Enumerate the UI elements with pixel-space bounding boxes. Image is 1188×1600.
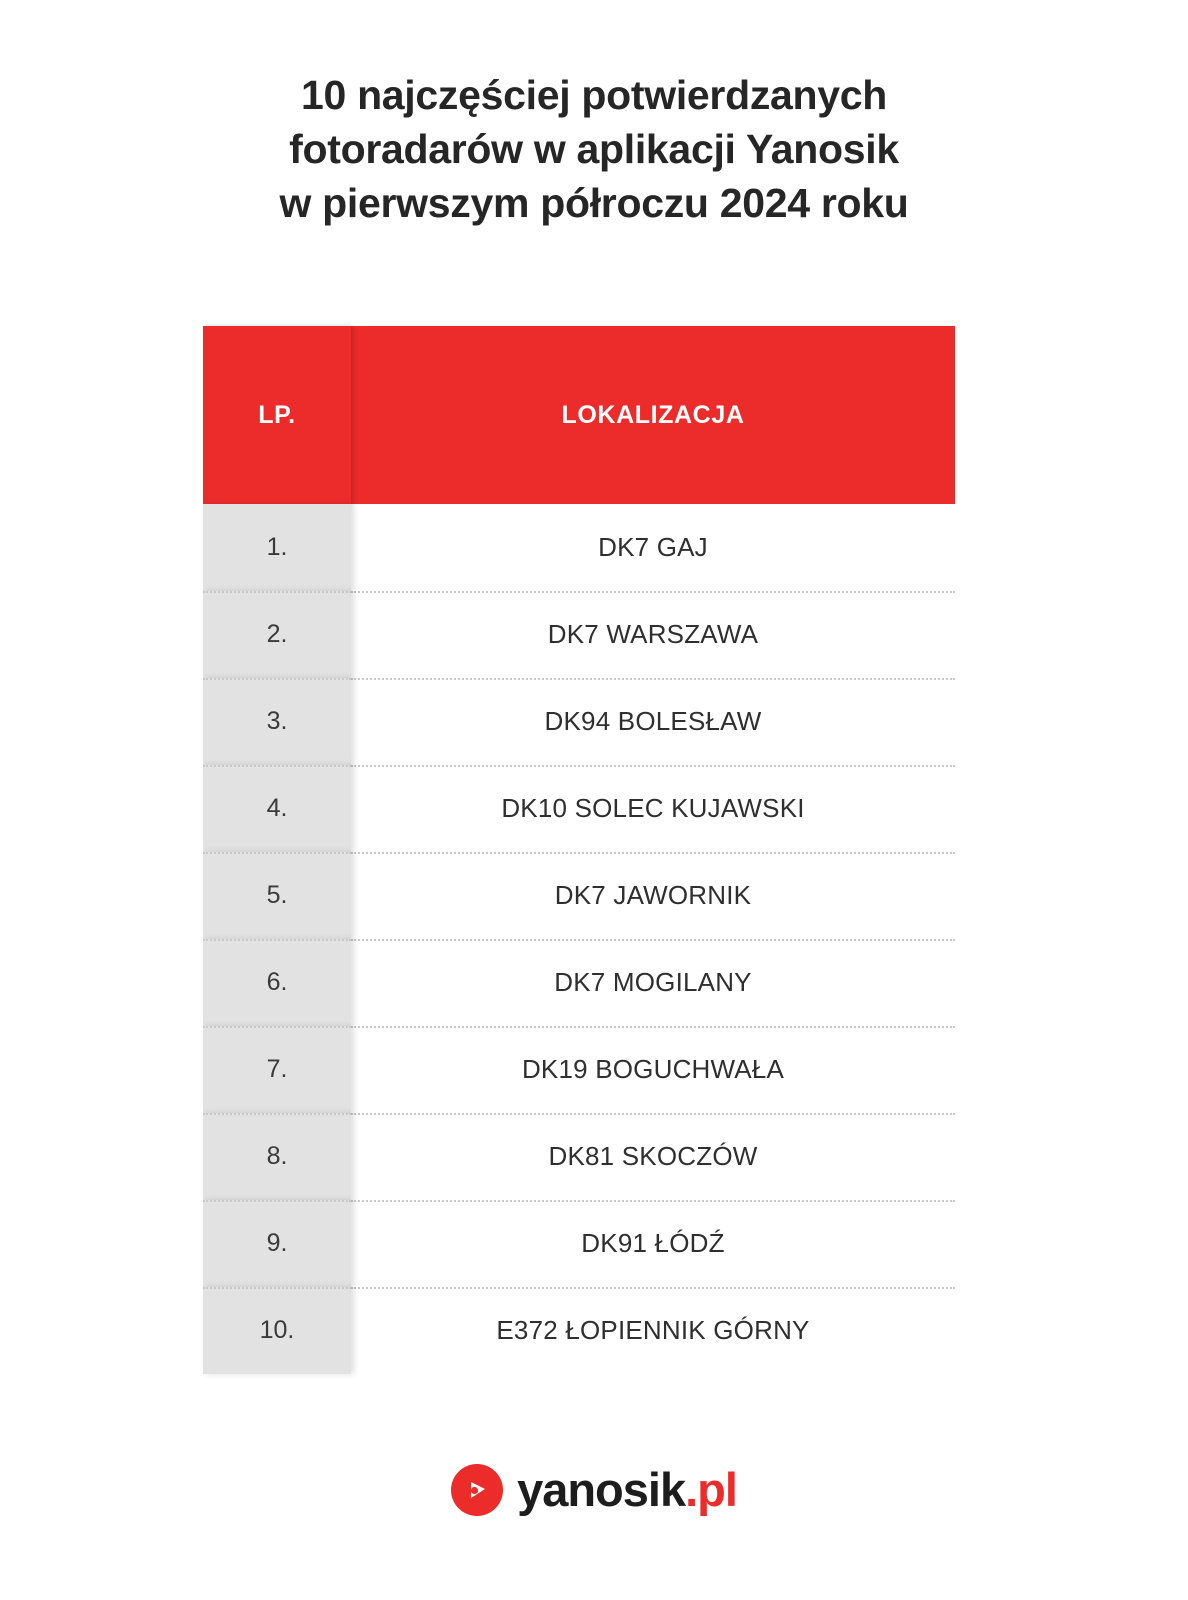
table-header-row (203, 326, 955, 504)
cell-lp: 4. (203, 765, 351, 852)
cell-lp: 8. (203, 1113, 351, 1200)
cell-location: DK7 JAWORNIK (351, 852, 955, 939)
table-row (203, 852, 955, 939)
table-row (203, 678, 955, 765)
cell-location: DK81 SKOCZÓW (351, 1113, 955, 1200)
cell-location: DK19 BOGUCHWAŁA (351, 1026, 955, 1113)
cell-location: DK94 BOLESŁAW (351, 678, 955, 765)
cell-location: DK7 MOGILANY (351, 939, 955, 1026)
brand-name: yanosik (517, 1463, 686, 1516)
cell-lp: 1. (203, 504, 351, 591)
cell-location: DK7 WARSZAWA (351, 591, 955, 678)
table-row (203, 1200, 955, 1287)
cell-location: DK10 SOLEC KUJAWSKI (351, 765, 955, 852)
table-row (203, 939, 955, 1026)
table-row (203, 1026, 955, 1113)
speed-camera-table (203, 326, 955, 1374)
cell-lp: 3. (203, 678, 351, 765)
table-row (203, 591, 955, 678)
brand-footer (0, 1462, 1188, 1517)
page-title-line-2: fotoradarów w aplikacji Yanosik (289, 126, 899, 173)
cell-location: E372 ŁOPIENNIK GÓRNY (351, 1287, 955, 1374)
cell-lp: 10. (203, 1287, 351, 1374)
cell-lp: 2. (203, 591, 351, 678)
cell-lp: 6. (203, 939, 351, 1026)
page-title-line-1: 10 najczęściej potwierdzanych (300, 72, 888, 118)
cell-lp: 7. (203, 1026, 351, 1113)
table-row (203, 1287, 955, 1374)
yanosik-arrow-icon (451, 1464, 503, 1516)
cell-lp: 5. (203, 852, 351, 939)
brand-suffix: .pl (685, 1463, 737, 1516)
brand-wordmark (517, 1462, 737, 1517)
page-title (0, 0, 1188, 230)
table-row (203, 1113, 955, 1200)
table-row (203, 765, 955, 852)
cell-location: DK91 ŁÓDŹ (351, 1200, 955, 1287)
cell-location: DK7 GAJ (351, 504, 955, 591)
column-header-location: LOKALIZACJA (561, 400, 745, 429)
cell-lp: 9. (203, 1200, 351, 1287)
column-header-lp: LP. (203, 326, 351, 504)
page-title-line-3: w pierwszym półroczu 2024 roku (279, 180, 909, 227)
table-body (203, 504, 955, 1374)
table-row (203, 504, 955, 591)
